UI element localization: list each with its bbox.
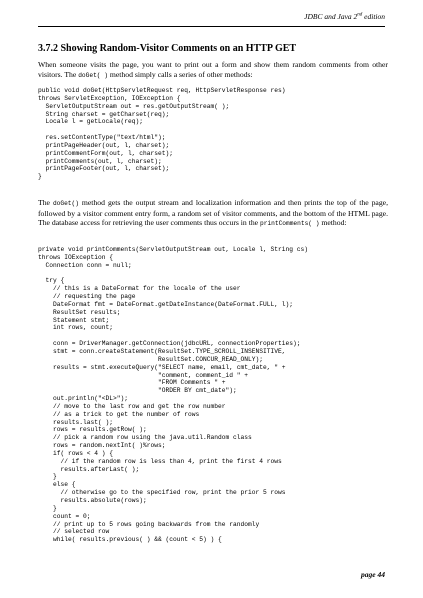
inline-code-doget: doGet( ) [78,71,108,79]
inline-code-doget-2: doGet() [52,200,79,207]
inline-code-printcomments: printComments( ) [260,220,320,228]
intro-paragraph [38,60,388,80]
section-heading: 3.7.2 Showing Random-Visitor Comments on an HTTP GET [38,43,297,54]
header-rule [38,26,385,27]
code-block-printcomments: private void printComments(ServletOutputStream out, Locale l, String cs) throws IOException { Connection conn = null; try { // this is a DateFormat for the locale of the user // requesting the page DateFormat fmt = DateFormat.getDateInstance(DateFormat.FULL, l); ResultSet results; Statement stmt; int rows, count; conn = DriverManager.getConnection(jdbcURL, connectionProperties); stmt = conn.createStatement(ResultSet.TYPE_SCROLL_INSENSITIVE, ResultSet.CONCUR_READ_ONLY); results = stmt.executeQuery("SELECT name, email, cmt_date, " + "comment, comment_id " + "FROM Comments " + "ORDER BY cmt_date"); out.println("<DL>"); // move to the last row and get the row number // as a trick to get the number of rows results.last( ); rows = results.getRow( ); // pick a random row using the java.util.Random class rows = random.nextInt( )%rows; if( rows < 4 ) { // if the random row is less than 4, print the first 4 rows results.afterLast( ); } else { // otherwise go to the specified row, print the prior 5 rows results.absolute(rows); } count = 0; // print up to 5 rows going backwards from the randomly // selected row while( results.previous( ) && (count < 5) ) { [38,246,309,544]
explanation-text: method gets the output stream and localization information and then prints the top of the page, followed by a visitor comment entry form, a random set of visitor comments, and the bottom of the HTML page. The database access for retrieving the user comments thus occurs in the [38,198,389,228]
intro-text-tail: method simply calls a series of other methods: [107,69,253,79]
header-tail: edition [362,12,385,21]
running-header [304,12,385,21]
code-block-doget: public void doGet(HttpServletRequest req, HttpServletResponse res) throws ServletException, IOException { ServletOutputStream out = res.getOutputStream( ); String charset = getCharset(req); Locale l = getLocale(req); res.setContentType("text/html"); printPageHeader(out, l, charset); printCommentForm(out, l, charset); printComments(out, l, charset); printPageFooter(out, l, charset); } [38,87,286,181]
header-superscript: nd [357,12,363,18]
intro-text: When someone visits the page, you want to print out a form and show them random comments from other visitors. The [38,60,388,79]
header-title: JDBC and Java 2 [304,12,358,21]
explanation-text-tail: method: [319,218,347,228]
explanation-lead: The [38,198,53,207]
page-number: page 44 [361,570,385,579]
explanation-paragraph [38,198,388,229]
